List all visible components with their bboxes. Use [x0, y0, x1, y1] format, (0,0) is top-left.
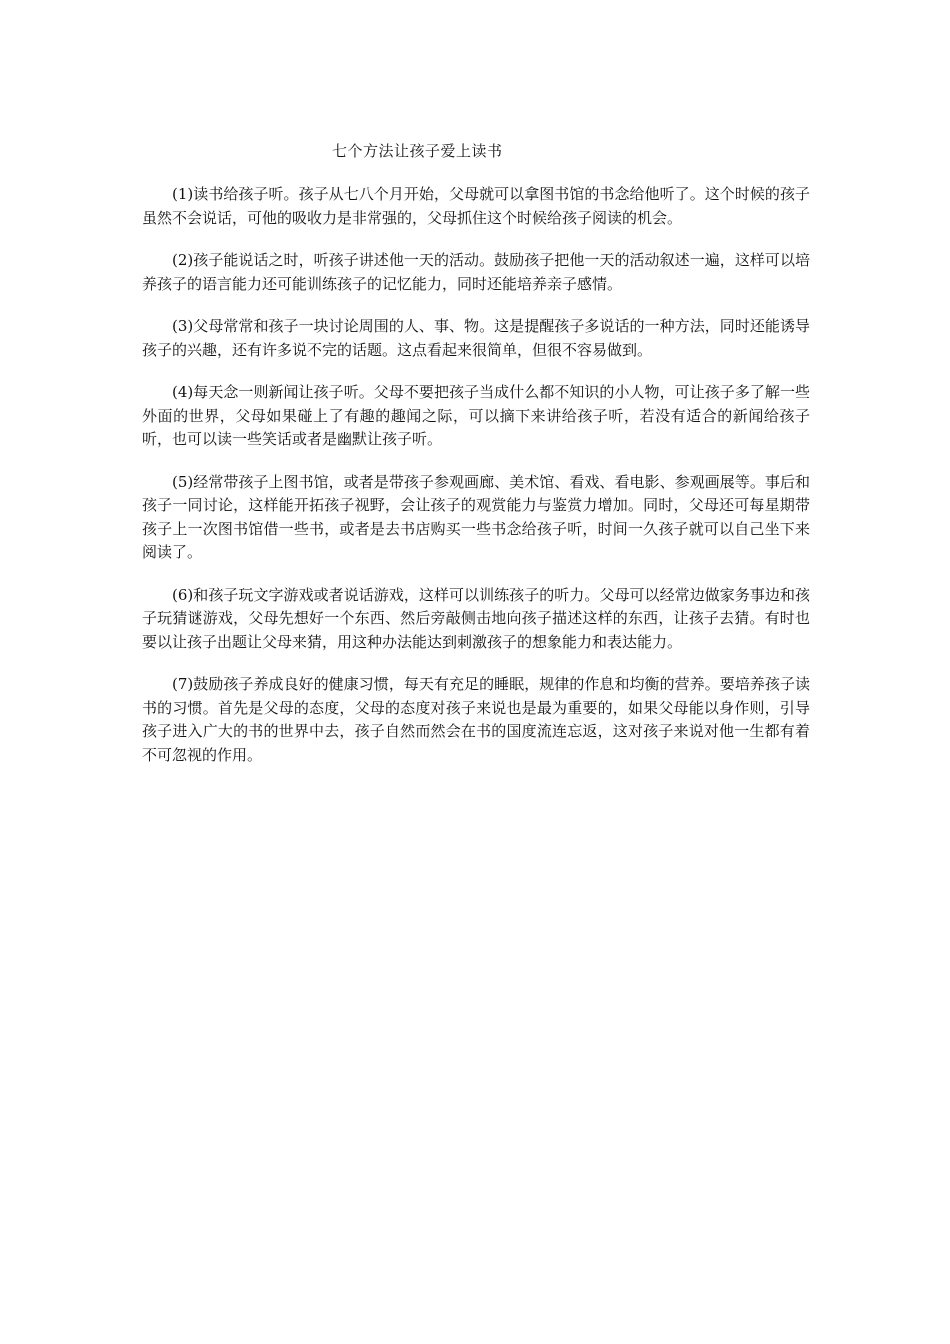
paragraph-4: (4)每天念一则新闻让孩子听。父母不要把孩子当成什么都不知识的小人物，可让孩子多了解一些外面的世界，父母如果碰上了有趣的趣闻之际，可以摘下来讲给孩子听，若没有适合的新闻给孩子听，也可以读一些笑话或者是幽默让孩子听。	[142, 383, 810, 448]
document-page	[142, 140, 810, 786]
paragraph-6: (6)和孩子玩文字游戏或者说话游戏，这样可以训练孩子的听力。父母可以经常边做家务事边和孩子玩猜谜游戏，父母先想好一个东西、然后旁敲侧击地向孩子描述这样的东西，让孩子去猜。有时也要以让孩子出题让父母来猜，用这种办法能达到刺激孩子的想象能力和表达能力。	[142, 585, 810, 651]
paragraph-2: (2)孩子能说话之时，听孩子讲述他一天的活动。鼓励孩子把他一天的活动叙述一遍，这样可以培养孩子的语言能力还可能训练孩子的记忆能力，同时还能培养亲子感情。	[142, 251, 810, 293]
paragraph-3: (3)父母常常和孩子一块讨论周围的人、事、物。这是提醒孩子多说话的一种方法，同时还能诱导孩子的兴趣，还有许多说不完的话题。这点看起来很简单，但很不容易做到。	[142, 317, 810, 359]
paragraph-1: (1)读书给孩子听。孩子从七八个月开始，父母就可以拿图书馆的书念给他听了。这个时候的孩子虽然不会说话，可他的吸收力是非常强的，父母抓住这个时候给孩子阅读的机会。	[142, 185, 810, 227]
document-title: 七个方法让孩子爱上读书	[332, 142, 503, 160]
paragraph-5: (5)经常带孩子上图书馆，或者是带孩子参观画廊、美术馆、看戏、看电影、参观画展等。事后和孩子一同讨论，这样能开拓孩子视野，会让孩子的观赏能力与鉴赏力增加。同时，父母还可每星期带孩子上一次图书馆借一些书，或者是去书店购买一些书念给孩子听，时间一久孩子就可以自己坐下来阅读了。	[142, 472, 810, 561]
paragraph-7: (7)鼓励孩子养成良好的健康习惯，每天有充足的睡眠，规律的作息和均衡的营养。要培养孩子读书的习惯。首先是父母的态度，父母的态度对孩子来说也是最为重要的，如果父母能以身作则，引导孩子进入广大的书的世界中去，孩子自然而然会在书的国度流连忘返，这对孩子来说对他一生都有着不可忽视的作用。	[142, 675, 810, 764]
